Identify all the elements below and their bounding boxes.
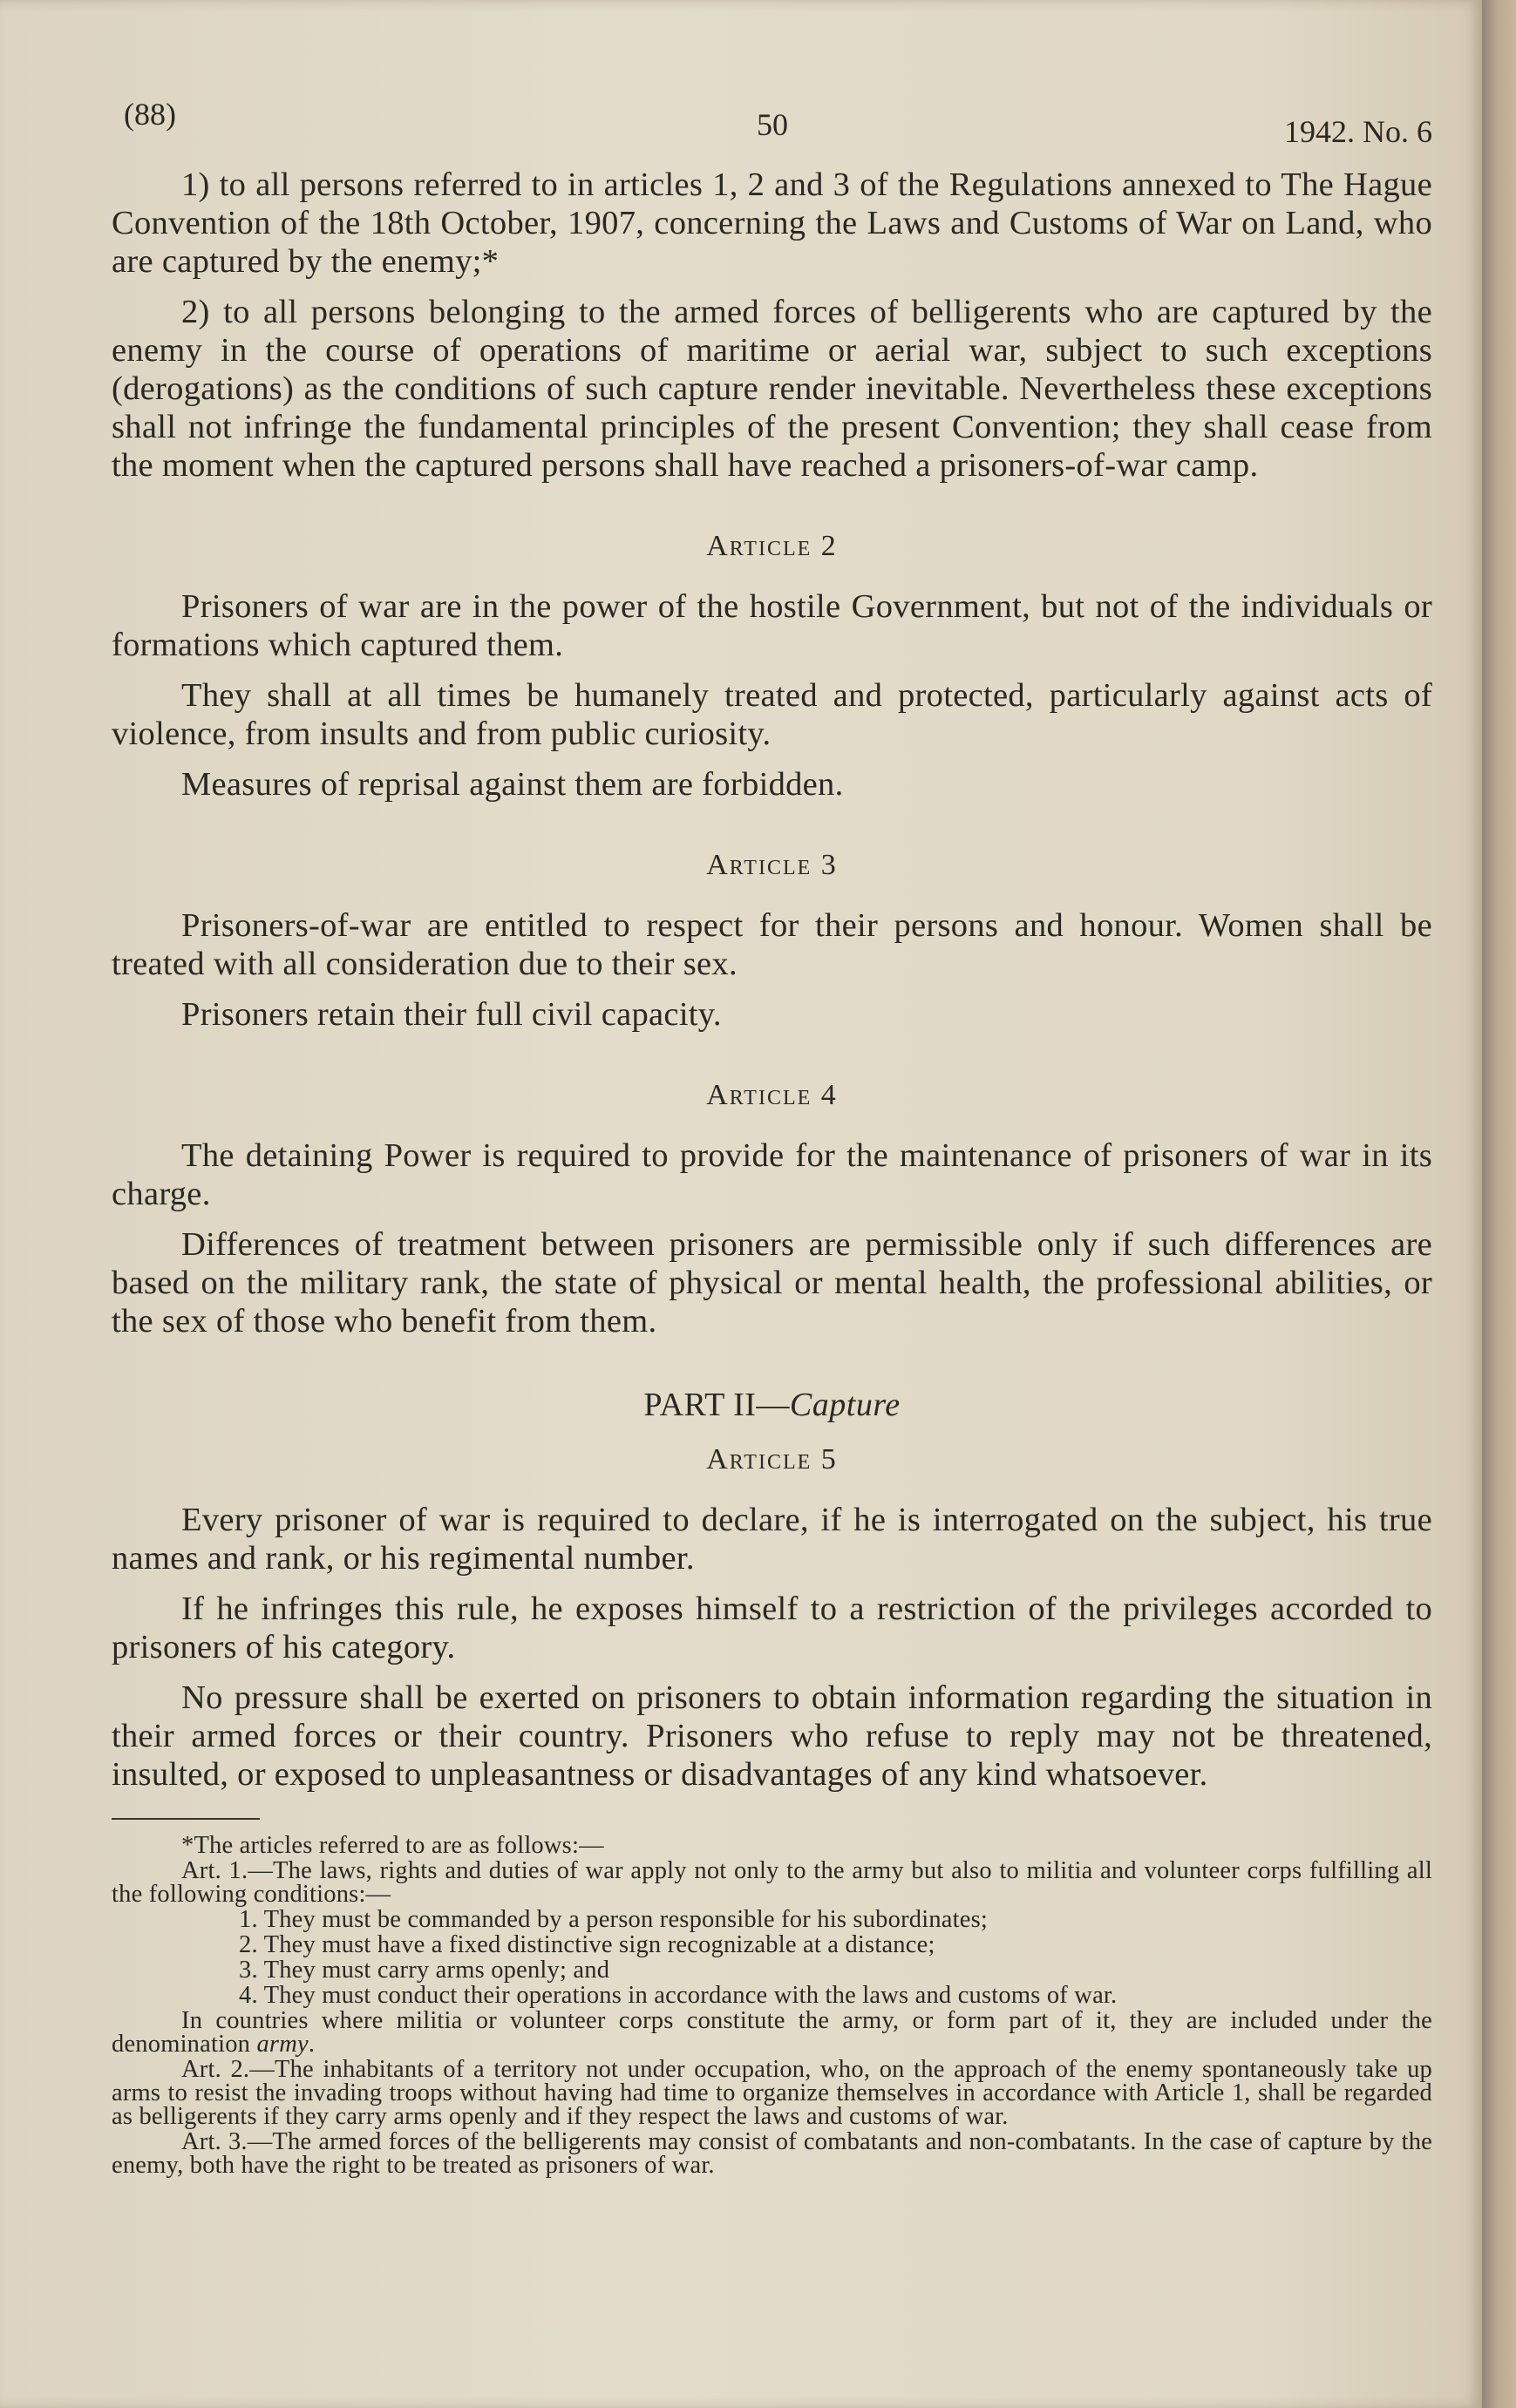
footnote-militia-text: In countries where militia or volunteer corps constitute the army, or form part of it, they are included under the denomination <box>112 2007 1432 2058</box>
footnote-militia <box>112 2009 1432 2056</box>
header-year-number: 1942. No. 6 <box>1284 114 1432 149</box>
footnote-condition-item: 3. They must carry arms openly; and <box>239 1957 610 1984</box>
page-number: 50 <box>757 107 788 142</box>
footnotes <box>112 1834 1432 2177</box>
article-5-heading: Article 5 <box>706 1443 838 1475</box>
article-5-paragraph: No pressure shall be exerted on prisoners to obtain information regarding the situation in their armed forces or their country. Prisoners who refuse to reply may not be threatened, insulted, or exposed to unpleasantness or disadvantages of any kind whatsoever. <box>112 1679 1432 1793</box>
footnote-militia-army: army <box>256 2031 309 2058</box>
paragraph-intro-1: 1) to all persons referred to in articles 1, 2 and 3 of the Regulations annexed to The Hague Convention of the 18th October, 1907, concerning the Laws and Customs of War on Land, who are captured by the enemy;* <box>112 166 1432 280</box>
article-2-paragraph: Measures of reprisal against them are forbidden. <box>181 766 844 803</box>
running-header <box>112 87 1432 166</box>
article-4-paragraph: The detaining Power is required to provide for the maintenance of prisoners of war in its charge. <box>112 1137 1432 1212</box>
article-2-paragraph: Prisoners of war are in the power of the hostile Government, but not of the individuals or formations which captured them. <box>112 588 1432 663</box>
page-edge <box>1482 0 1516 2408</box>
footnote-art-3: Art. 3.—The armed forces of the belligerents may consist of combatants and non-combatants. In the case of capture by the enemy, both have the right to be treated as prisoners of war. <box>112 2128 1432 2179</box>
header-left-number: (88) <box>124 97 176 132</box>
article-3-heading: Article 3 <box>706 849 838 881</box>
footnote-militia-end: . <box>308 2031 316 2058</box>
part-2-title: Capture <box>789 1387 901 1423</box>
article-4-paragraph: Differences of treatment between prisoners are permissible only if such differences are based on the military rank, the state of physical or mental health, the professional abilities, or the sex of those who benefit from them. <box>112 1226 1432 1340</box>
article-4-heading: Article 4 <box>706 1079 838 1111</box>
article-3-paragraph: Prisoners-of-war are entitled to respect for their persons and honour. Women shall be treated with all consideration due to their sex. <box>112 907 1432 982</box>
part-2-heading <box>112 1386 1432 1424</box>
footnote-art-2: Art. 2.—The inhabitants of a territory not under occupation, who, on the approach of the enemy spontaneously take up arms to resist the invading troops without having had time to organize themselves in accordance with Article 1, shall be regarded as belligerents if they carry arms openly and if they respect the laws and customs of war. <box>112 2056 1432 2130</box>
part-2-label: PART II— <box>643 1387 790 1423</box>
footnote-condition-item: 1. They must be commanded by a person responsible for his subordinates; <box>239 1906 989 1933</box>
article-3-paragraph: Prisoners retain their full civil capacity. <box>181 996 722 1033</box>
footnote-divider <box>112 1818 260 1820</box>
article-5-paragraph: Every prisoner of war is required to declare, if he is interrogated on the subject, his true names and rank, or his regimental number. <box>112 1502 1432 1577</box>
article-5-paragraph: If he infringes this rule, he exposes himself to a restriction of the privileges accorded to prisoners of his category. <box>112 1591 1432 1665</box>
article-2-heading: Article 2 <box>706 530 838 562</box>
article-2-paragraph: They shall at all times be humanely treated and protected, particularly against acts of violence, from insults and from public curiosity. <box>112 677 1432 752</box>
paragraph-intro-2: 2) to all persons belonging to the armed forces of belligerents who are captured by the enemy in the course of operations of maritime or aerial war, subject to such exceptions (derogations) as the conditions of such capture render inevitable. Nevertheless these exceptions shall not infringe the fundamental principles of the present Convention; they shall cease from the moment when the captured persons shall have reached a prisoners-of-war camp. <box>112 294 1432 484</box>
footnote-condition-item: 2. They must have a fixed distinctive sign recognizable at a distance; <box>239 1931 935 1958</box>
footnote-art-1: Art. 1.—The laws, rights and duties of war apply not only to the army but also to militia and volunteer corps fulfilling all the following conditions:— <box>112 1857 1432 1908</box>
footnote-condition-item: 4. They must conduct their operations in accordance with the laws and customs of war. <box>239 1982 1118 2009</box>
footnote-intro: *The articles referred to are as follows:— <box>181 1832 604 1859</box>
page-content <box>112 87 1432 2179</box>
